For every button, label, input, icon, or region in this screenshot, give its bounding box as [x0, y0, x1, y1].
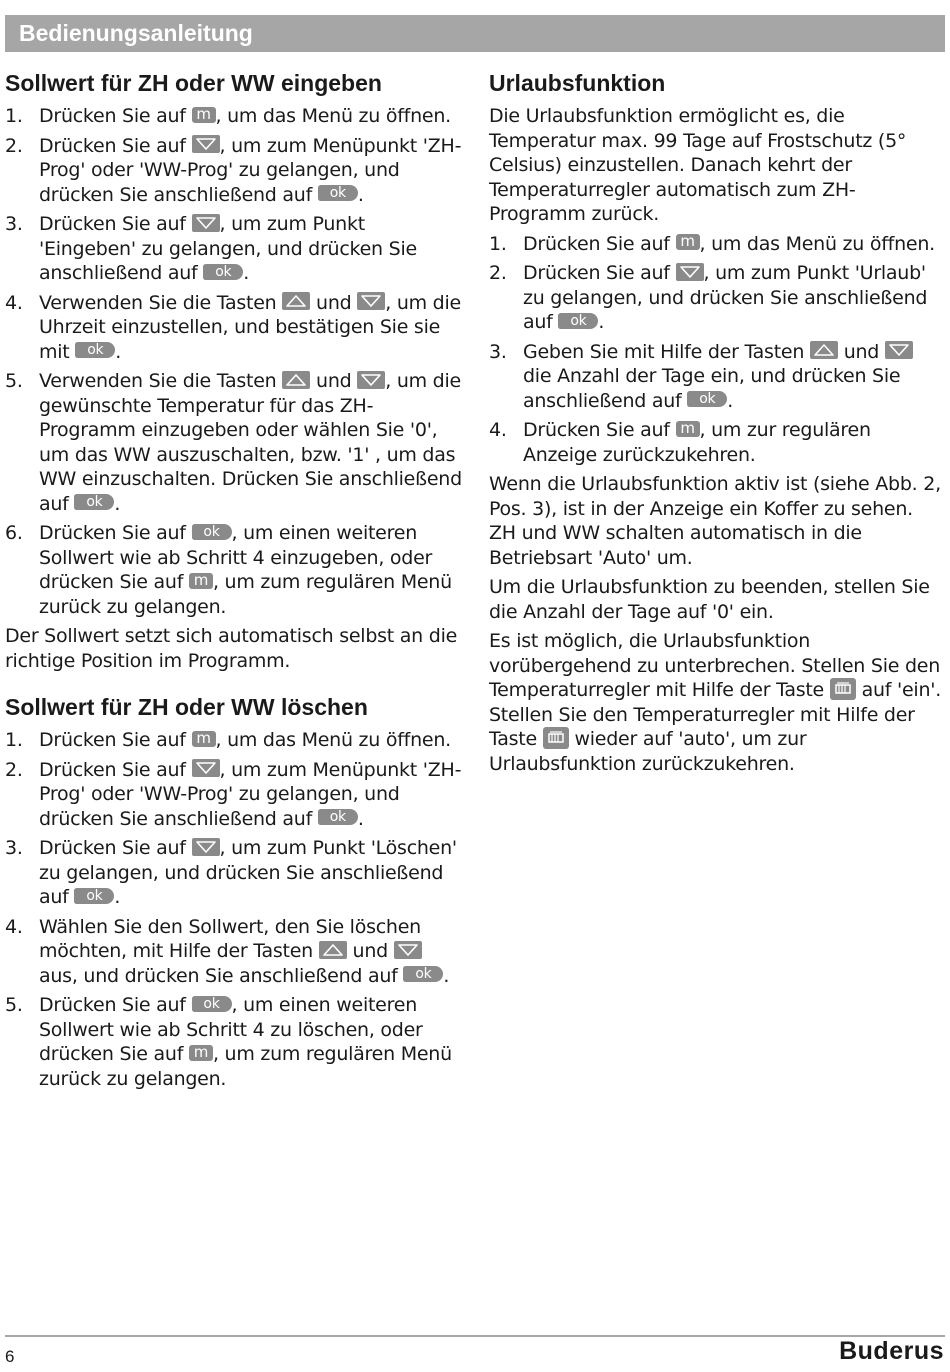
menu-key-icon: m — [189, 573, 213, 589]
down-arrow-icon — [357, 292, 385, 310]
list-item — [5, 728, 465, 753]
up-arrow-icon — [282, 371, 310, 389]
step-text: , um die gewünschte Temperatur für das ZH-Programm einzugeben oder wählen Sie '0', um das WW auszuschalten, bzw. '1' , um das WW einzuschalten. Drücken Sie anschließend auf — [39, 370, 462, 515]
step-number: 4. — [5, 291, 23, 314]
step-text: . — [443, 964, 450, 987]
ok-key-icon: ok — [74, 888, 114, 904]
list-item — [5, 915, 465, 989]
menu-key-icon: m — [192, 107, 216, 123]
footer-divider — [5, 1335, 945, 1337]
step-text: . — [114, 492, 121, 515]
down-arrow-icon — [676, 263, 704, 281]
left-column — [5, 68, 465, 1096]
steps-loeschen — [5, 728, 465, 1091]
section-title-urlaub: Urlaubsfunktion — [489, 70, 666, 96]
section-title-eingeben: Sollwert für ZH oder WW eingeben — [5, 70, 382, 96]
ok-key-icon: ok — [558, 313, 598, 329]
step-text: , um einen weiteren Sollwert wie ab Schritt 4 einzugeben, oder drücken Sie auf — [39, 522, 433, 593]
step-number: 4. — [5, 915, 23, 938]
step-text: und — [310, 370, 358, 392]
ok-key-icon: ok — [403, 966, 443, 982]
step-text: , um das Menü zu öffnen. — [215, 105, 451, 127]
section-title-loeschen: Sollwert für ZH oder WW löschen — [5, 694, 368, 720]
step-text: Drücken Sie auf — [39, 213, 192, 235]
down-arrow-icon — [192, 838, 220, 856]
step-text: die Anzahl der Tage ein, und drücken Sie anschließend auf — [523, 365, 901, 412]
step-number: 2. — [489, 262, 507, 284]
step-text: Drücken Sie auf — [39, 758, 192, 781]
list-item — [489, 232, 945, 257]
list-item — [5, 104, 465, 129]
thermostat-icon — [830, 678, 856, 700]
step-text: Drücken Sie auf — [39, 105, 192, 127]
step-text: und — [310, 291, 358, 314]
ok-key-icon: ok — [75, 342, 115, 358]
step-text: . — [115, 340, 122, 363]
step-text: und — [346, 940, 394, 962]
page-header: Bedienungsanleitung — [5, 15, 945, 52]
thermostat-icon — [543, 727, 569, 749]
step-text: Drücken Sie auf — [523, 232, 676, 255]
ok-key-icon: ok — [318, 185, 358, 201]
brand-logo: Buderus — [839, 1337, 944, 1365]
step-text: , um zum Punkt 'Eingeben' zu gelangen, und drücken Sie anschließend auf — [39, 213, 417, 284]
step-text: Es ist möglich, die Urlaubsfunktion vorübergehend zu unterbrechen. Stellen Sie den Temperaturregler mit Hilfe der Taste — [489, 630, 940, 701]
list-item — [5, 521, 465, 619]
step-text: , um einen weiteren Sollwert wie ab Schritt 4 zu löschen, oder drücken Sie auf — [39, 994, 423, 1065]
step-text: , um die Uhrzeit einzustellen, und bestätigen Sie sie mit — [39, 291, 461, 363]
paragraph — [489, 575, 945, 624]
ok-key-icon: ok — [192, 996, 232, 1012]
step-text: . — [598, 311, 605, 333]
step-text: . — [357, 183, 364, 206]
ok-key-icon: ok — [687, 391, 727, 407]
down-arrow-icon — [192, 759, 220, 777]
step-text: aus, und drücken Sie anschließend auf — [39, 964, 404, 987]
down-arrow-icon — [394, 941, 422, 959]
paragraph — [489, 629, 945, 776]
list-item — [5, 212, 465, 286]
step-text: wieder auf 'auto', um zur Urlaubsfunktion zurückzukehren. — [489, 728, 807, 775]
step-text: Drücken Sie auf — [523, 262, 676, 284]
step-number: 5. — [5, 994, 23, 1016]
step-text: , um zum regulären Menü zurück zu gelangen. — [39, 571, 452, 618]
step-text: Drücken Sie auf — [39, 837, 192, 859]
list-item — [5, 836, 465, 910]
step-text: , um zum Punkt 'Urlaub' zu gelangen, und drücken Sie anschließend auf — [523, 262, 928, 333]
step-text: auf 'ein'. Stellen Sie den Temperaturregler mit Hilfe der Taste — [489, 679, 941, 750]
step-text: . — [114, 886, 121, 908]
ok-key-icon: ok — [192, 524, 232, 540]
step-text: Drücken Sie auf — [39, 994, 192, 1016]
step-number: 3. — [489, 340, 507, 363]
ok-key-icon: ok — [74, 494, 114, 510]
up-arrow-icon — [810, 341, 838, 359]
step-text: , um zum Menüpunkt 'ZH-Prog' oder 'WW-Prog' zu gelangen, und drücken Sie anschließend auf — [39, 758, 462, 830]
step-text: , um zum regulären Menü zurück zu gelangen. — [39, 1043, 452, 1090]
menu-key-icon: m — [189, 1045, 213, 1061]
step-text: , um das Menü zu öffnen. — [699, 232, 935, 255]
step-text: Geben Sie mit Hilfe der Tasten — [523, 340, 810, 363]
step-text: Wählen Sie den Sollwert, den Sie löschen möchten, mit Hilfe der Tasten — [39, 915, 421, 962]
step-text: . — [727, 389, 734, 412]
step-text: , um zum Punkt 'Löschen' zu gelangen, und drücken Sie anschließend auf — [39, 837, 457, 908]
list-item — [5, 758, 465, 832]
ok-key-icon: ok — [203, 264, 243, 280]
step-text: und — [837, 340, 885, 363]
list-item — [5, 369, 465, 516]
menu-key-icon: m — [676, 234, 700, 250]
step-text: , um zum Menüpunkt 'ZH-Prog' oder 'WW-Prog' zu gelangen, und drücken Sie anschließend auf — [39, 134, 462, 206]
steps-urlaub — [489, 232, 945, 468]
list-item — [5, 134, 465, 208]
step-text: . — [243, 262, 250, 284]
step-number: 6. — [5, 522, 23, 544]
step-number: 3. — [5, 837, 23, 859]
down-arrow-icon — [192, 135, 220, 153]
paragraph — [489, 472, 945, 570]
list-item — [5, 993, 465, 1091]
step-number: 3. — [5, 213, 23, 235]
step-text: Wenn die Urlaubsfunktion aktiv ist (siehe Abb. 2, Pos. 3), ist in der Anzeige ein Koffer zu sehen. ZH und WW schalten automatisch in die Betriebsart 'Auto' um. — [489, 473, 941, 569]
up-arrow-icon — [319, 941, 347, 959]
list-item — [489, 340, 945, 414]
step-number: 5. — [5, 370, 23, 392]
step-text: Verwenden Sie die Tasten — [39, 291, 283, 314]
down-arrow-icon — [192, 214, 220, 232]
step-number: 1. — [5, 105, 23, 127]
list-item — [489, 418, 945, 467]
step-number: 4. — [489, 419, 507, 441]
step-number: 1. — [489, 232, 507, 255]
up-arrow-icon — [282, 292, 310, 310]
urlaub-paragraphs — [489, 472, 945, 776]
menu-key-icon: m — [676, 421, 700, 437]
step-text: Drücken Sie auf — [523, 419, 676, 441]
step-text: Drücken Sie auf — [39, 522, 192, 544]
step-number: 2. — [5, 758, 23, 781]
step-text: Um die Urlaubsfunktion zu beenden, stellen Sie die Anzahl der Tage auf '0' ein. — [489, 576, 930, 623]
step-number: 1. — [5, 729, 23, 751]
step-text: Drücken Sie auf — [39, 729, 192, 751]
note-eingeben: Der Sollwert setzt sich automatisch selbst an die richtige Position im Programm. — [5, 625, 458, 672]
steps-eingeben — [5, 104, 465, 619]
step-number: 2. — [5, 134, 23, 157]
ok-key-icon: ok — [318, 809, 358, 825]
step-text: , um das Menü zu öffnen. — [215, 729, 451, 751]
down-arrow-icon — [357, 371, 385, 389]
step-text: , um zur regulären Anzeige zurückzukehren. — [523, 419, 871, 466]
menu-key-icon: m — [192, 731, 216, 747]
list-item — [5, 291, 465, 365]
step-text: Verwenden Sie die Tasten — [39, 370, 283, 392]
list-item — [489, 261, 945, 335]
right-column — [489, 68, 945, 781]
page-number: 6 — [5, 1347, 15, 1366]
urlaub-intro: Die Urlaubsfunktion ermöglicht es, die Temperatur max. 99 Tage auf Frostschutz (5° Celsius) einzustellen. Danach kehrt der Temperaturregler automatisch zum ZH-Programm zurück. — [489, 105, 907, 225]
step-text: Drücken Sie auf — [39, 134, 192, 157]
down-arrow-icon — [885, 341, 913, 359]
step-text: . — [357, 807, 364, 830]
